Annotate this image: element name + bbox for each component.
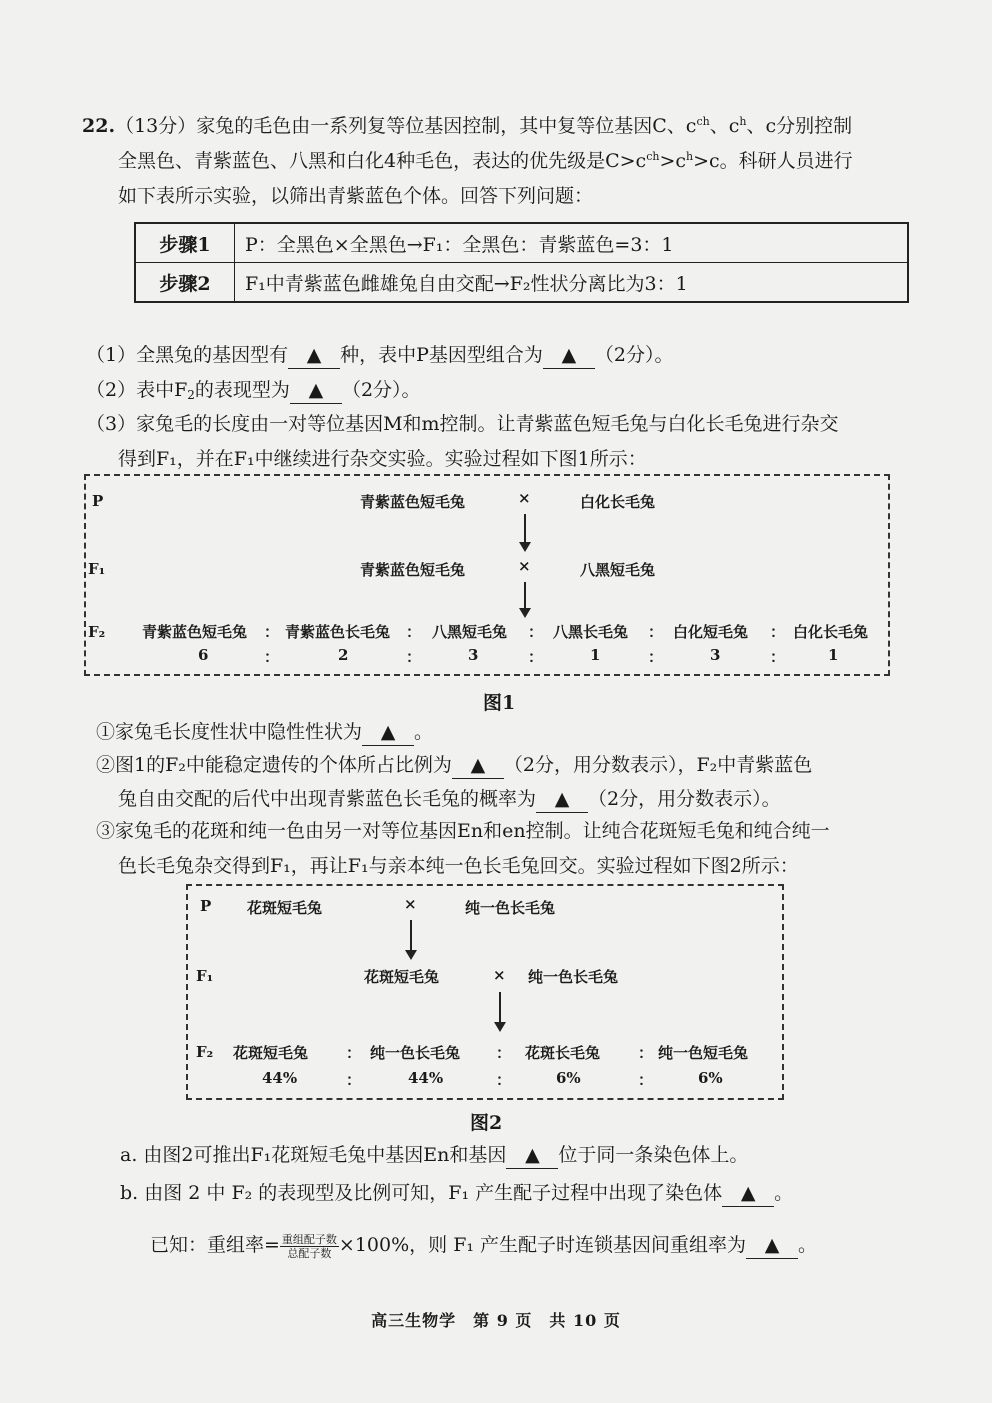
fig1-ratio: 2 (338, 646, 349, 664)
fig2-f2-item: 纯一色短毛兔 (658, 1044, 749, 1062)
fig1-ratio: 3 (468, 646, 479, 664)
answer-blank[interactable]: ▲ (543, 342, 595, 369)
fig2-sep: ： (638, 1071, 654, 1089)
fig2-f2-item: 花斑长毛兔 (525, 1044, 601, 1062)
fig1-p-label: P (92, 492, 104, 510)
fig2-f2-item: 纯一色长毛兔 (370, 1044, 461, 1062)
answer-blank[interactable]: ▲ (746, 1232, 798, 1259)
answer-blank[interactable]: ▲ (722, 1180, 774, 1207)
sub-question-3-line2: 色长毛兔杂交得到F₁，再让F₁与亲本纯一色长毛兔回交。实验过程如下图2所示： (118, 855, 799, 877)
fig1-ratio: 3 (710, 646, 721, 664)
fig2-sep: ： (496, 1044, 512, 1062)
question-1: （1）全黑兔的基因型有 ▲ 种，表中P基因型组合为 ▲ （2分）。 (86, 342, 673, 369)
fig1-p-left: 青紫蓝色短毛兔 (360, 493, 466, 511)
table-step-cell: 步骤2 (135, 263, 235, 303)
fig2-sep: ： (638, 1044, 654, 1062)
fig1-f2-item: 白化短毛兔 (673, 623, 749, 641)
sub-question-3-line1: ③家兔毛的花斑和纯一色由另一对等位基因En和en控制。让纯合花斑短毛兔和纯合纯一 (96, 820, 830, 842)
figure-2-caption: 图2 (470, 1112, 503, 1134)
fig1-ratio: 1 (828, 646, 839, 664)
question-a: a. 由图2可推出F₁花斑短毛兔中基因En和基因 ▲ 位于同一条染色体上。 (120, 1142, 748, 1169)
fig2-f1-label: F₁ (196, 967, 214, 985)
fig2-ratio: 6% (698, 1069, 723, 1087)
answer-blank[interactable]: ▲ (506, 1142, 558, 1169)
experiment-table (134, 222, 909, 303)
fig1-f2-item: 白化长毛兔 (793, 623, 869, 641)
fig2-f1-left: 花斑短毛兔 (364, 968, 440, 986)
fig1-arrow-down (524, 514, 526, 550)
fig1-f1-label: F₁ (88, 560, 106, 578)
question-3-line2: 得到F₁，并在F₁中继续进行杂交实验。实验过程如下图1所示： (118, 448, 647, 470)
fig2-sep: ： (346, 1071, 362, 1089)
question-3-line1: （3）家兔毛的长度由一对等位基因M和m控制。让青紫蓝色短毛兔与白化长毛兔进行杂交 (86, 413, 839, 435)
sub-question-2-line2: 兔自由交配的后代中出现青紫蓝色长毛兔的概率为 ▲ （2分，用分数表示）。 (118, 786, 781, 813)
fig1-sep: ： (770, 623, 786, 641)
fig1-sep: ： (648, 648, 664, 666)
answer-blank[interactable]: ▲ (288, 342, 340, 369)
fig2-f2-item: 花斑短毛兔 (233, 1044, 309, 1062)
answer-blank[interactable]: ▲ (452, 752, 504, 779)
fig1-sep: ： (528, 623, 544, 641)
fig1-ratio: 6 (198, 646, 209, 664)
fig1-sep: ： (264, 623, 280, 641)
answer-blank[interactable]: ▲ (536, 786, 588, 813)
fig1-sep: ： (406, 648, 422, 666)
fig1-sep: ： (770, 648, 786, 666)
fig1-f2-item: 青紫蓝色短毛兔 (142, 623, 248, 641)
fig2-f1-right: 纯一色长毛兔 (528, 968, 619, 986)
fig1-sep: ： (648, 623, 664, 641)
fig1-sep: ： (528, 648, 544, 666)
recombination-fraction: $\frac{\text{重组配子数}}{\text{总配子数}}$ (281, 1232, 337, 1260)
fig2-arrow-down (410, 920, 412, 958)
fig1-f2-item: 八黑长毛兔 (553, 623, 629, 641)
figure-1-caption: 图1 (483, 692, 516, 714)
question-intro-line2: 全黑色、青紫蓝色、八黑和白化4种毛色，表达的优先级是$C>c^{ch}>c^h>c$。科研人员进行 (118, 150, 853, 172)
page-footer: 高三生物学 第 9 页 共 10 页 (371, 1311, 621, 1330)
fig1-sep: ： (264, 648, 280, 666)
question-intro-line1: 22.（13分）家兔的毛色由一系列复等位基因控制，其中复等位基因C、$c^{ch}$、$c^h$、c分别控制 (82, 115, 853, 137)
table-step-cell: 步骤1 (135, 223, 235, 263)
fig2-ratio: 6% (556, 1069, 581, 1087)
fig2-p-right: 纯一色长毛兔 (465, 899, 556, 917)
table-content-cell: F₁中青紫蓝色雌雄兔自由交配→F₂性状分离比为3：1 (235, 263, 909, 303)
fig2-sep: ： (496, 1071, 512, 1089)
fig1-f2-item: 青紫蓝色长毛兔 (285, 623, 391, 641)
question-score: （13分） (115, 115, 197, 137)
fig1-f2-label: F₂ (88, 623, 106, 641)
known-formula: 已知：重组率= $\frac{\text{重组配子数}}{\text{总配子数}}$ ×100%，则 F₁ 产生配子时连锁基因间重组率为 ▲ 。 (150, 1232, 818, 1260)
fig2-ratio: 44% (262, 1069, 298, 1087)
question-intro-line3: 如下表所示实验，以筛出青紫蓝色个体。回答下列问题： (118, 185, 594, 207)
question-2: （2）表中$F_2$的表现型为 ▲ （2分）。 (86, 379, 421, 402)
fig1-f1-right: 八黑短毛兔 (580, 561, 656, 579)
fig1-sep: ： (406, 623, 422, 641)
answer-blank[interactable]: ▲ (362, 719, 414, 746)
fig2-p-left: 花斑短毛兔 (247, 899, 323, 917)
fig1-ratio: 1 (590, 646, 601, 664)
fig2-cross: × (404, 895, 417, 913)
table-row (135, 263, 908, 303)
fig2-f2-label: F₂ (196, 1043, 214, 1061)
fig2-cross: × (493, 966, 506, 984)
table-row (135, 223, 908, 263)
sub-question-1: ①家兔毛长度性状中隐性性状为 ▲ 。 (96, 719, 433, 746)
question-number: 22. (82, 115, 116, 137)
answer-blank[interactable]: ▲ (290, 377, 342, 404)
fig2-arrow-down (499, 992, 501, 1030)
question-b: b. 由图 2 中 F₂ 的表现型及比例可知，F₁ 产生配子过程中出现了染色体 ▲ 。 (120, 1180, 793, 1207)
fig1-cross: × (518, 557, 531, 575)
table-content-cell: P：全黑色×全黑色→F₁：全黑色：青紫蓝色=3：1 (235, 223, 909, 263)
fig2-p-label: P (200, 897, 212, 915)
fig1-cross: × (518, 489, 531, 507)
fig2-sep: ： (346, 1044, 362, 1062)
sub-question-2-line1: ②图1的F₂中能稳定遗传的个体所占比例为 ▲ （2分，用分数表示），F₂中青紫蓝色 (96, 752, 812, 779)
fig2-ratio: 44% (408, 1069, 444, 1087)
fig1-f2-item: 八黑短毛兔 (432, 623, 508, 641)
fig1-f1-left: 青紫蓝色短毛兔 (360, 561, 466, 579)
fig1-p-right: 白化长毛兔 (580, 493, 656, 511)
fig1-arrow-down (524, 582, 526, 616)
